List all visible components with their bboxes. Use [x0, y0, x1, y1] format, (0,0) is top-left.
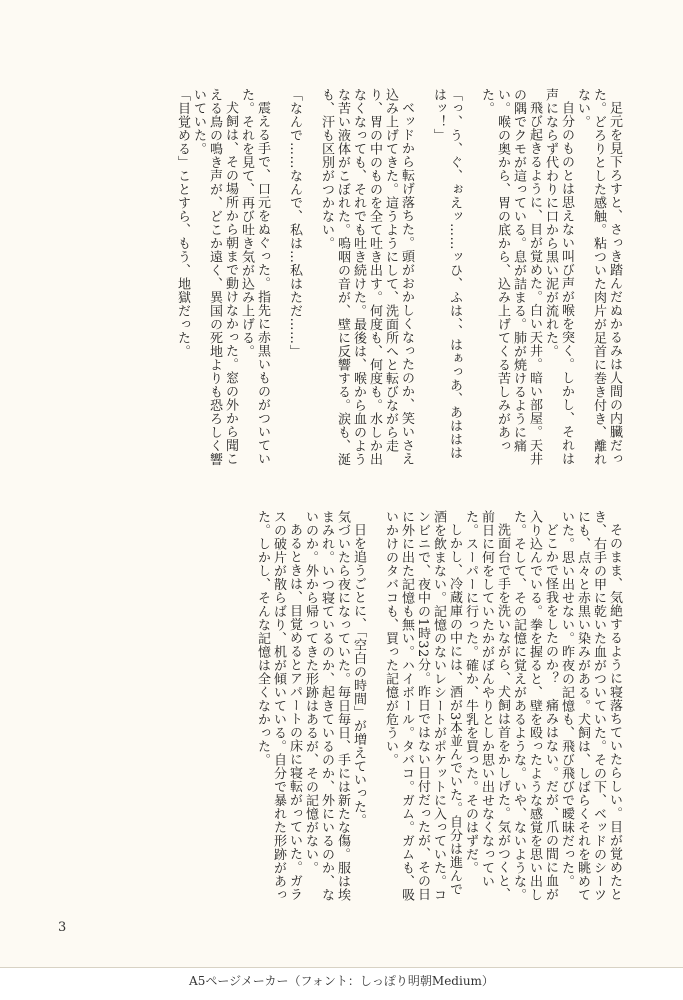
body-paragraph: 洗面台で手を洗いながら、犬飼は首をかしげた。気がつくと、前日に何をしていたかがぼんやりとしか思い出せなくなっていた。スーパーに行った。確か、牛乳を買った。そのはずだ。: [463, 510, 510, 901]
body-paragraph: 足元を見下ろすと、さっき踏んだぬかるみは人間の内臓だった。どろりとした感触。粘ついた肉片が足首に巻き付き、離れない。: [575, 88, 622, 466]
body-paragraph: 「っ、う、ぐ、ぉえッ……ッひ、ふは、、はぁっあ、あははははッ！」: [431, 88, 462, 460]
paragraph-gap: [414, 88, 430, 89]
body-paragraph: そのまま、気絶するように寝落ちていたらしい。目が覚めたとき、右手の甲に乾いた血がついていた。その下、ベッドのシーツにも、点々と赤黒い染みがある。犬飼は、しばらくそれを眺めていた。思い出せない。昨夜の記憶も、飛び飛びで曖昧だった。: [559, 510, 622, 902]
body-paragraph: ベッドから転げ落ちた。頭がおかしくなったのか、笑いさえ込み上げてきた。這うようにして、洗面所へと転びながら走り、胃の中のものを全て吐き出す。何度も、何度も。水しか出なくなっても、それでも吐き続けた。最後は、喉から血のような苦い液体がこぼれた。嗚咽の音が、壁に反響する。涙も、涎も、汗も区別がつかない。: [319, 88, 414, 466]
body-paragraph: 日を追うごとに、「空白の時間」が増えていった。: [351, 523, 366, 827]
paragraph-gap: [366, 510, 382, 511]
bottom-text-block: [42, 510, 622, 902]
top-text-block: [42, 88, 622, 468]
paragraph-gap: [302, 88, 318, 89]
body-paragraph: しかし、冷蔵庫の中には、酒が3本並んでいた。自分は進んで酒を飲まない。記憶のないレシートがポケットに入っていた。コンビニで、夜中の1時32分。昨日ではない日付だったが、その日に外に出た記憶も無い。ハイボール。タバコ。ガム。ガムも、吸いかけのタバコも、買った記憶が危うい。: [383, 510, 462, 902]
footer-caption: A5ページメーカー（フォント：しっぽり明朝Medium）: [189, 974, 494, 988]
body-paragraph: あるときは、目覚めるとアパートの床に寝転がっていた。ガラスの破片が散らばり、机が傾いている。自分で暴れた形跡があった。しかし、そんな記憶は全くなかった。: [255, 510, 302, 902]
body-paragraph: 「目覚める」ことすら、もう、地獄だった。: [175, 88, 190, 358]
body-paragraph: 飛び起きるように、目が覚めた。白い天井。暗い部屋。天井の隅でクモが這っている。息が詰まる。肺が焼けるように痛い。喉の奥から、胃の底から、込み上げてくる苦しみがあった。: [479, 88, 542, 466]
page-number: 3: [58, 920, 67, 935]
body-paragraph: 「なんで……なんで、私は…私はただ……」: [287, 88, 302, 358]
body-paragraph: 犬飼は、その場所から朝まで動けなかった。窓の外から聞こえる鳥の鳴き声が、どこか遠く、異国の死地よりも恐ろしく響いていた。: [191, 88, 238, 466]
body-paragraph: 自分のものとは思えない叫び声が喉を突く。しかし、それは声にならず代わりに口から黒い泥が流れた。: [543, 88, 574, 466]
paragraph-gap: [462, 88, 478, 89]
body-paragraph: 気づいたら夜になっていた。毎日毎日、手には新たな傷。服は埃まみれ。いつ寝ているのか、起きているのか、外にいるのか、ないのか。外から帰ってきた形跡はあるが、その記憶がない。: [303, 510, 350, 902]
paragraph-gap: [270, 88, 286, 89]
body-paragraph: 震える手で、口元をぬぐった。指先に赤黒いものがついていた。それを見て、再び吐き気が込み上げる。: [239, 88, 270, 466]
body-paragraph: どこかで怪我をしたのか？ 痛みはない。だが、爪の間に血が入り込んでいる。拳を握ると、壁を殴ったような感覚を思い出した。そして、その記憶に覚えがあるような。いや、ないような。: [511, 510, 558, 902]
